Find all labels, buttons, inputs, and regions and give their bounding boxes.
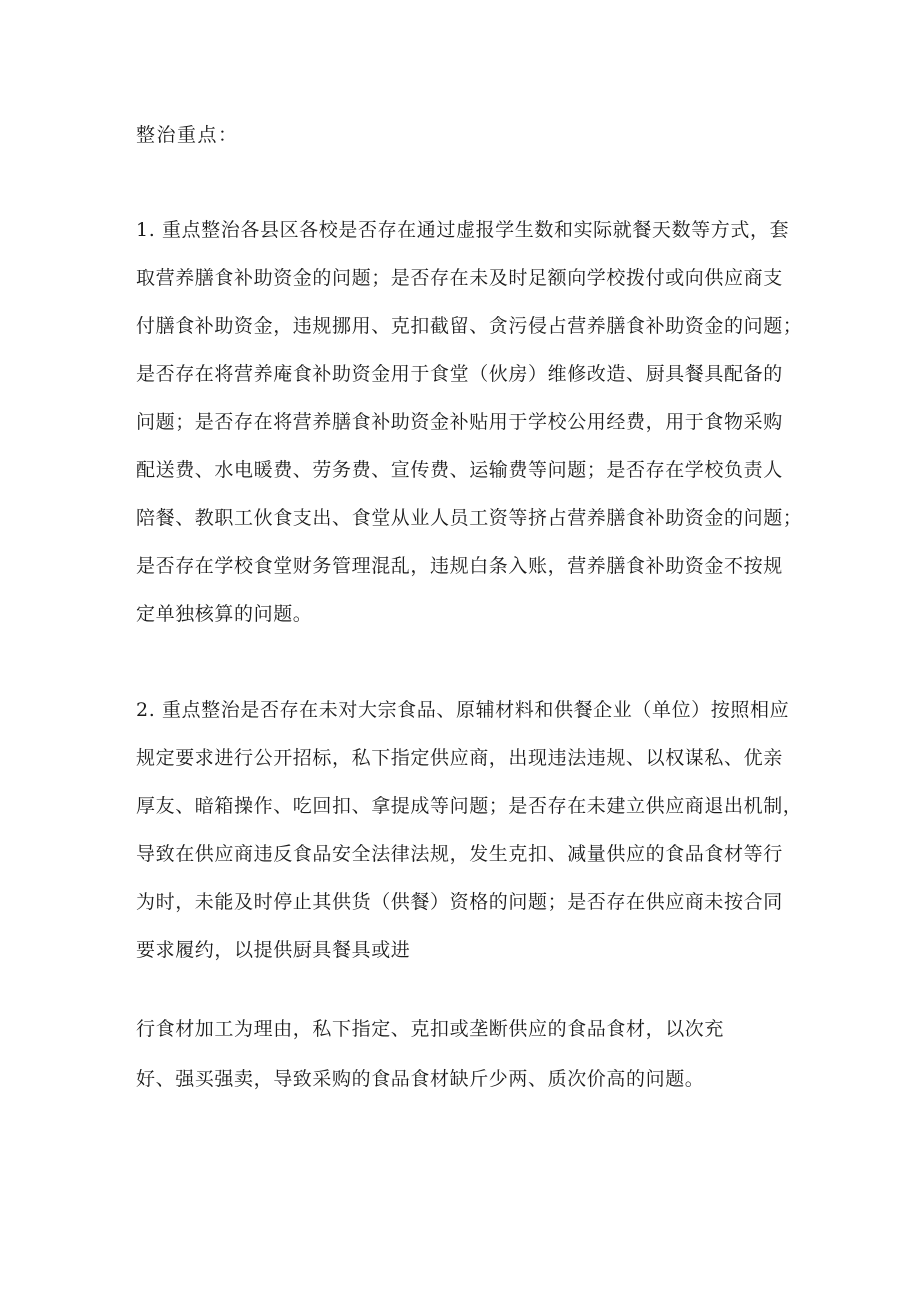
paragraph-line: 为时，未能及时停止其供货（供餐）资格的问题；是否存在供应商未按合同 — [136, 891, 783, 913]
paragraph-line: 1. 重点整治各县区各校是否存在通过虚报学生数和实际就餐天数等方式，套 — [136, 219, 790, 241]
section-heading: 整治重点： — [136, 124, 239, 146]
paragraph-line: 是否存在学校食堂财务管理混乱，违规白条入账，营养膳食补助资金不按规 — [136, 555, 783, 577]
paragraph-line: 导致在供应商违反食品安全法律法规，发生克扣、减量供应的食品食材等行 — [136, 843, 783, 865]
paragraph-line: 好、强买强卖，导致采购的食品食材缺斤少两、质次价高的问题。 — [136, 1068, 705, 1090]
paragraph-line: 付膳食补助资金，违规挪用、克扣截留、贪污侵占营养膳食补助资金的问题； — [136, 315, 803, 337]
paragraph-line: 问题；是否存在将营养膳食补助资金补贴用于学校公用经费，用于食物采购 — [136, 411, 783, 433]
paragraph-line: 陪餐、教职工伙食支出、食堂从业人员工资等挤占营养膳食补助资金的问题； — [136, 507, 803, 529]
paragraph-line: 行食材加工为理由，私下指定、克扣或垄断供应的食品食材，以次充 — [136, 1018, 725, 1040]
paragraph-line: 要求履约，以提供厨具餐具或进 — [136, 939, 411, 961]
paragraph-line: 是否存在将营养庵食补助资金用于食堂（伙房）维修改造、厨具餐具配备的 — [136, 363, 783, 385]
paragraph-line: 定单独核算的问题。 — [136, 603, 313, 625]
paragraph-line: 规定要求进行公开招标，私下指定供应商，出现违法违规、以权谋私、优亲 — [136, 747, 783, 769]
paragraph-line: 取营养膳食补助资金的问题；是否存在未及时足额向学校拨付或向供应商支 — [136, 267, 783, 289]
paragraph-line: 2. 重点整治是否存在未对大宗食品、原辅材料和供餐企业（单位）按照相应 — [136, 699, 790, 721]
paragraph-line: 厚友、暗箱操作、吃回扣、拿提成等问题；是否存在未建立供应商退出机制， — [136, 795, 803, 817]
paragraph-line: 配送费、水电暖费、劳务费、宣传费、运输费等问题；是否存在学校负责人 — [136, 459, 783, 481]
